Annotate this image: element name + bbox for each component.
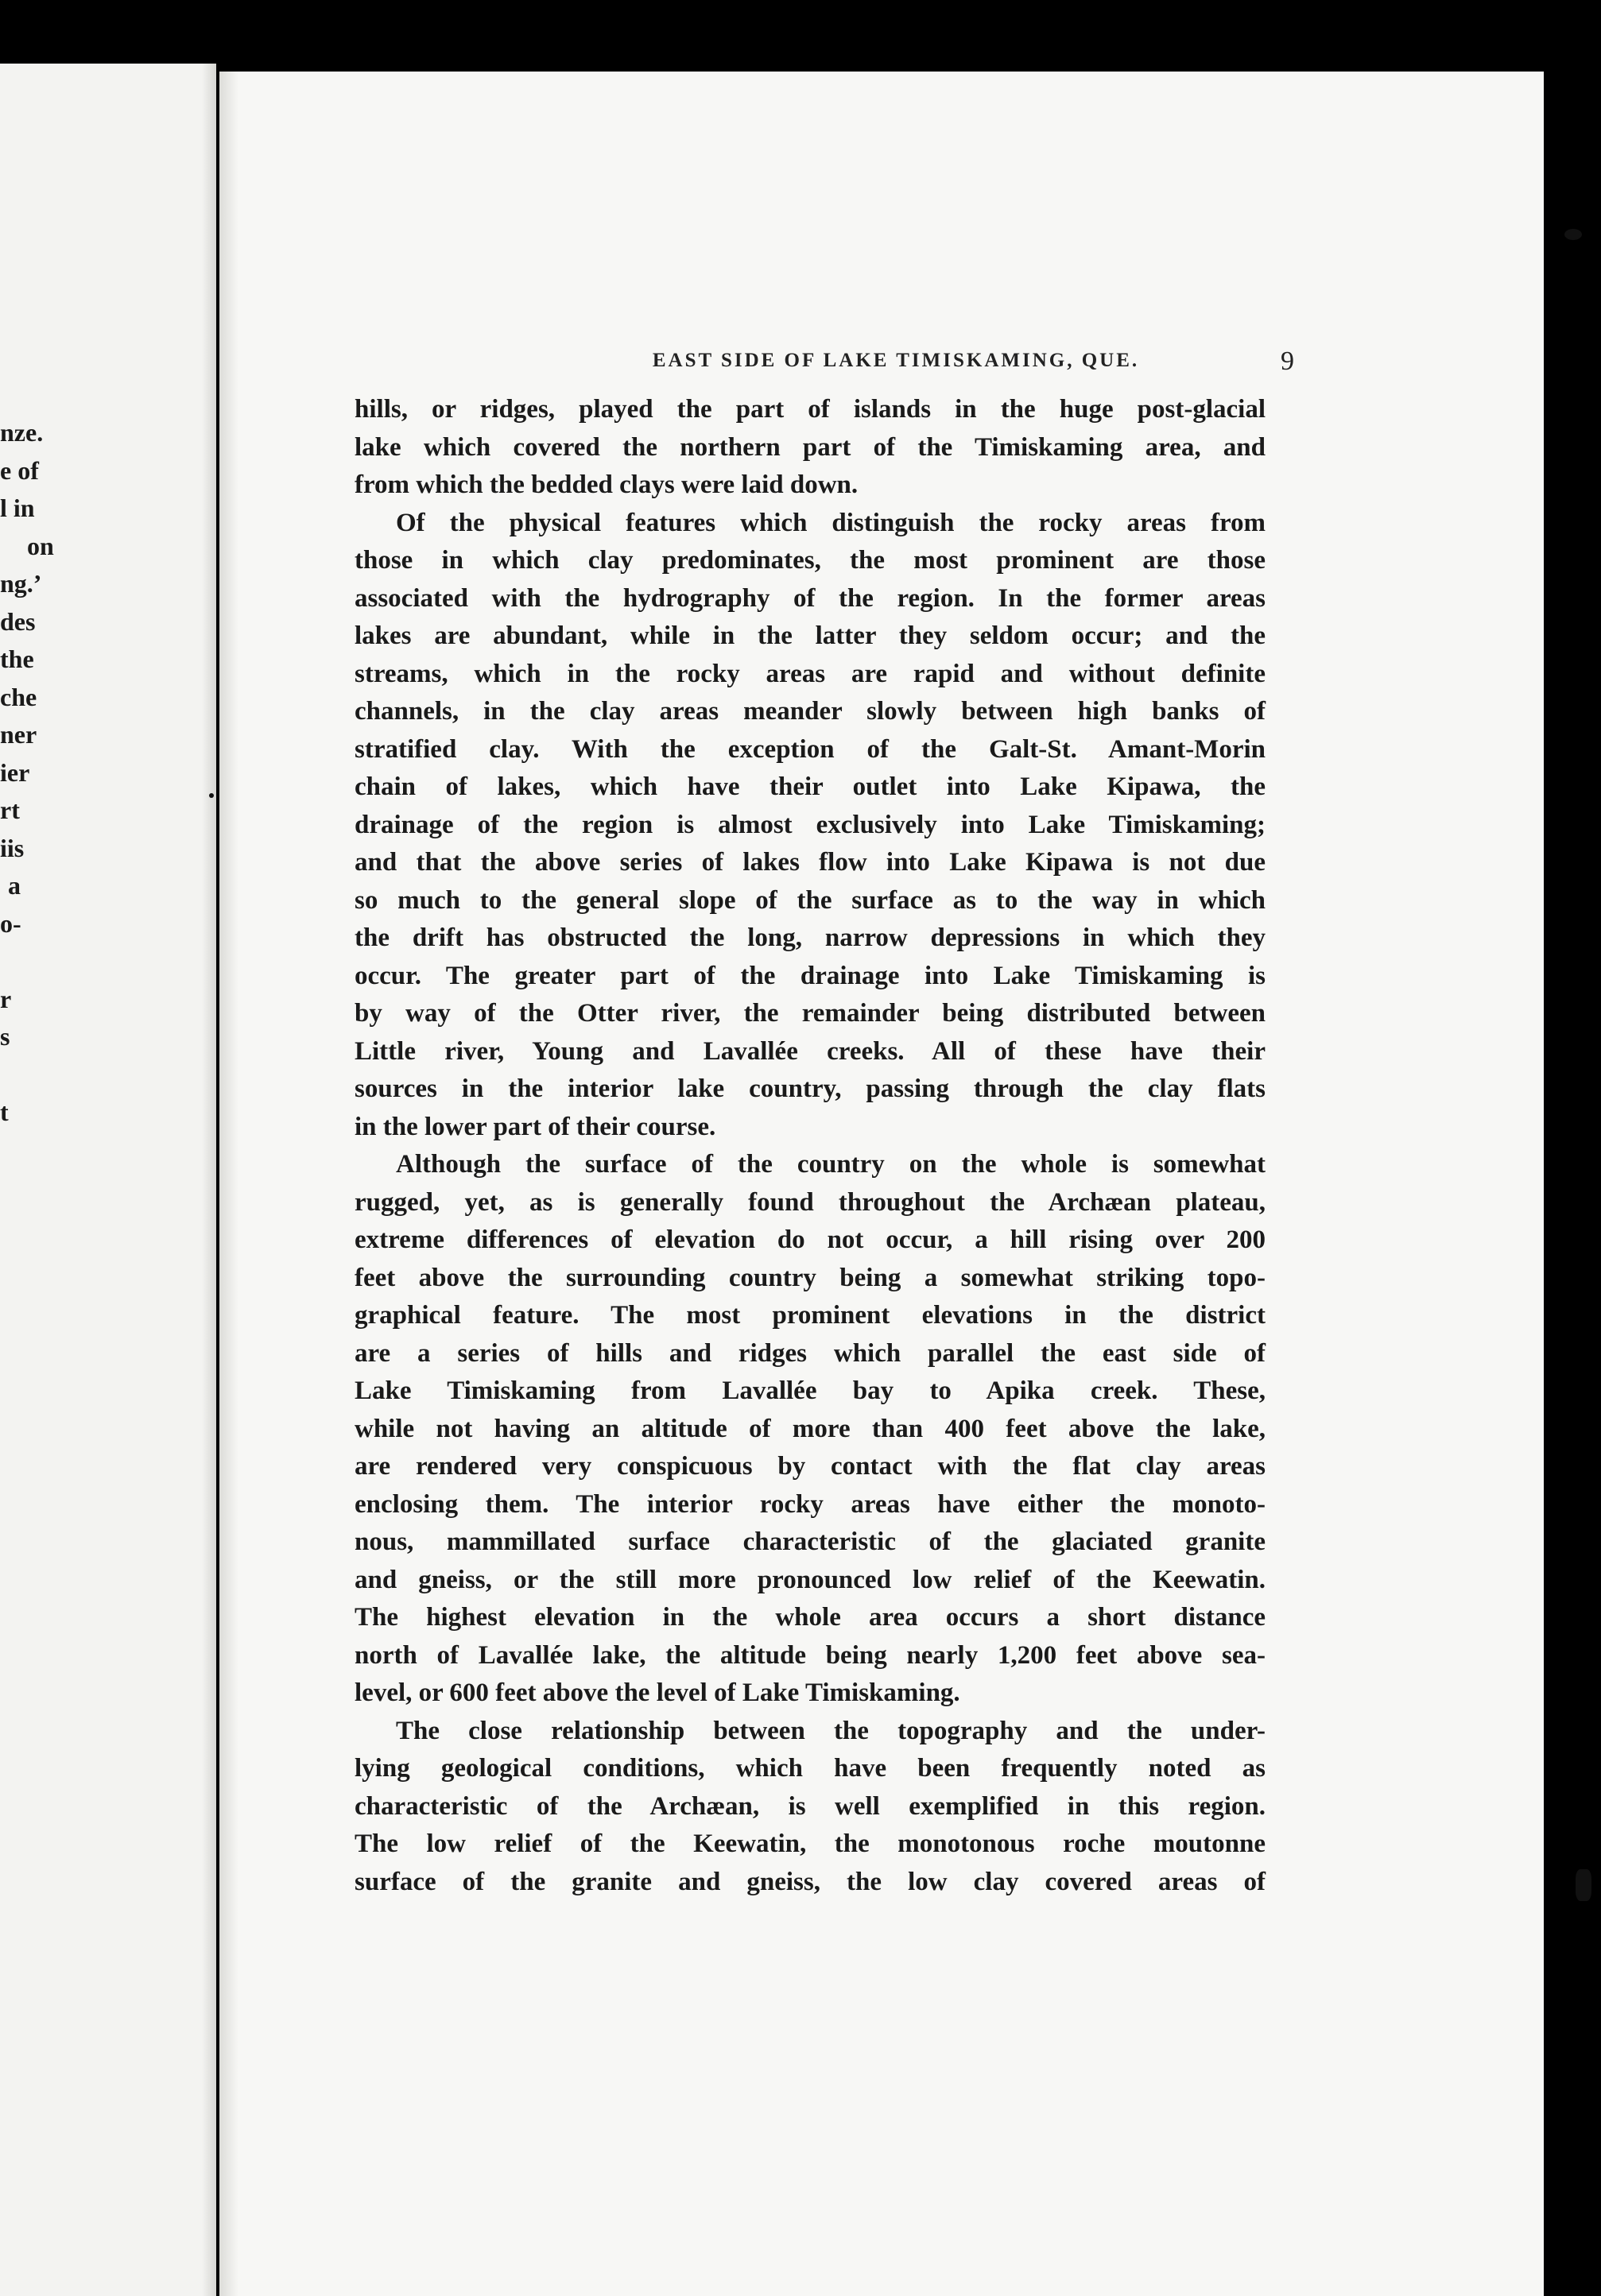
left-margin-fragment: e of [0, 456, 39, 485]
left-margin-fragment: iis [0, 834, 25, 862]
text-line: associated with the hydrography of the region. In the former areas [355, 583, 1266, 613]
running-head: EAST SIDE OF LAKE TIMISKAMING, QUE. [652, 350, 1140, 371]
text-line: streams, which in the rocky areas are rapid and without definite [355, 659, 1266, 688]
text-line: feet above the surrounding country being a somewhat striking topo- [355, 1263, 1266, 1292]
paragraph-first-line: Although the surface of the country on the whole is somewhat [396, 1150, 1266, 1179]
text-line: The highest elevation in the whole area occurs a short distance [355, 1603, 1266, 1632]
text-line: lakes are abundant, while in the latter they seldom occur; and the [355, 621, 1266, 650]
text-line: the drift has obstructed the long, narrow depressions in which they [355, 923, 1266, 952]
paragraph-first-line: Of the physical features which distinguish the rocky areas from [396, 508, 1266, 537]
text-line: in the lower part of their course. [355, 1112, 716, 1141]
text-line: so much to the general slope of the surface as to the way in which [355, 885, 1266, 915]
text-line: sources in the interior lake country, passing through the clay flats [355, 1074, 1266, 1103]
text-line: north of Lavallée lake, the altitude being nearly 1,200 feet above sea- [355, 1640, 1266, 1670]
text-line: and that the above series of lakes flow into Lake Kipawa is not due [355, 848, 1266, 877]
text-line: occur. The greater part of the drainage into Lake Timiskaming is [355, 961, 1266, 990]
text-line: rugged, yet, as is generally found throughout the Archæan plateau, [355, 1187, 1266, 1217]
text-line: The low relief of the Keewatin, the monotonous roche moutonne [355, 1829, 1266, 1858]
left-margin-fragment: ier [0, 758, 30, 787]
text-line: while not having an altitude of more than 400 feet above the lake, [355, 1414, 1266, 1443]
text-line: channels, in the clay areas meander slowly between high banks of [355, 697, 1266, 726]
left-margin-fragment: nze. [0, 418, 44, 447]
text-line: Little river, Young and Lavallée creeks. All of these have their [355, 1036, 1266, 1066]
text-line: level, or 600 feet above the level of Lake Timiskaming. [355, 1678, 960, 1707]
left-margin-fragment: s [0, 1022, 10, 1051]
left-margin-fragment: des [0, 607, 36, 636]
text-line: and gneiss, or the still more pronounced low relief of the Keewatin. [355, 1565, 1266, 1594]
left-margin-fragment: on [27, 532, 54, 560]
page-inner-shadow [219, 72, 238, 2296]
text-line: surface of the granite and gneiss, the low clay covered areas of [355, 1867, 1266, 1896]
text-line: lying geological conditions, which have been frequently noted as [355, 1754, 1266, 1783]
text-line: lake which covered the northern part of the Timiskaming area, and [355, 432, 1266, 462]
text-line: graphical feature. The most prominent elevations in the district [355, 1301, 1266, 1330]
text-line: enclosing them. The interior rocky areas have either the monoto- [355, 1489, 1266, 1519]
text-line: extreme differences of elevation do not occur, a hill rising over 200 [355, 1225, 1266, 1254]
left-margin-fragment: rt [0, 796, 20, 824]
scan-speck [1576, 1869, 1591, 1901]
text-line: nous, mammillated surface characteristic of the glaciated granite [355, 1527, 1266, 1556]
page-number: 9 [1281, 347, 1294, 376]
text-line: from which the bedded clays were laid down. [355, 470, 859, 499]
text-line: those in which clay predominates, the most prominent are those [355, 546, 1266, 575]
left-margin-fragment: t [0, 1098, 9, 1126]
body-text [355, 391, 1266, 1901]
left-margin-fragment: o- [0, 909, 21, 938]
book-page [219, 72, 1544, 2296]
text-line: drainage of the region is almost exclusively into Lake Timiskaming; [355, 810, 1266, 839]
left-page-edge [0, 64, 216, 2296]
left-margin-fragment: ner [0, 720, 37, 749]
left-margin-fragment: che [0, 683, 37, 711]
text-line: characteristic of the Archæan, is well exemplified in this region. [355, 1791, 1266, 1821]
left-margin-fragment: the [0, 645, 34, 673]
scan-speck [209, 793, 214, 798]
left-margin-fragment: ng.’ [0, 569, 42, 598]
text-line: chain of lakes, which have their outlet into Lake Kipawa, the [355, 772, 1266, 801]
text-line: by way of the Otter river, the remainder being distributed between [355, 999, 1266, 1028]
text-line: hills, or ridges, played the part of islands in the huge post-glacial [355, 395, 1266, 424]
gutter-shadow [202, 64, 216, 2296]
left-margin-fragment: r [0, 985, 12, 1013]
left-margin-fragment: l in [0, 494, 35, 522]
text-line: are rendered very conspicuous by contact with the flat clay areas [355, 1452, 1266, 1481]
text-line: Lake Timiskaming from Lavallée bay to Apika creek. These, [355, 1376, 1266, 1405]
paragraph-first-line: The close relationship between the topography and the under- [396, 1716, 1266, 1745]
scan-speck [1564, 229, 1582, 240]
left-margin-fragment: a [8, 871, 21, 900]
text-line: are a series of hills and ridges which parallel the east side of [355, 1338, 1266, 1368]
text-line: stratified clay. With the exception of the Galt-St. Amant-Morin [355, 734, 1266, 764]
